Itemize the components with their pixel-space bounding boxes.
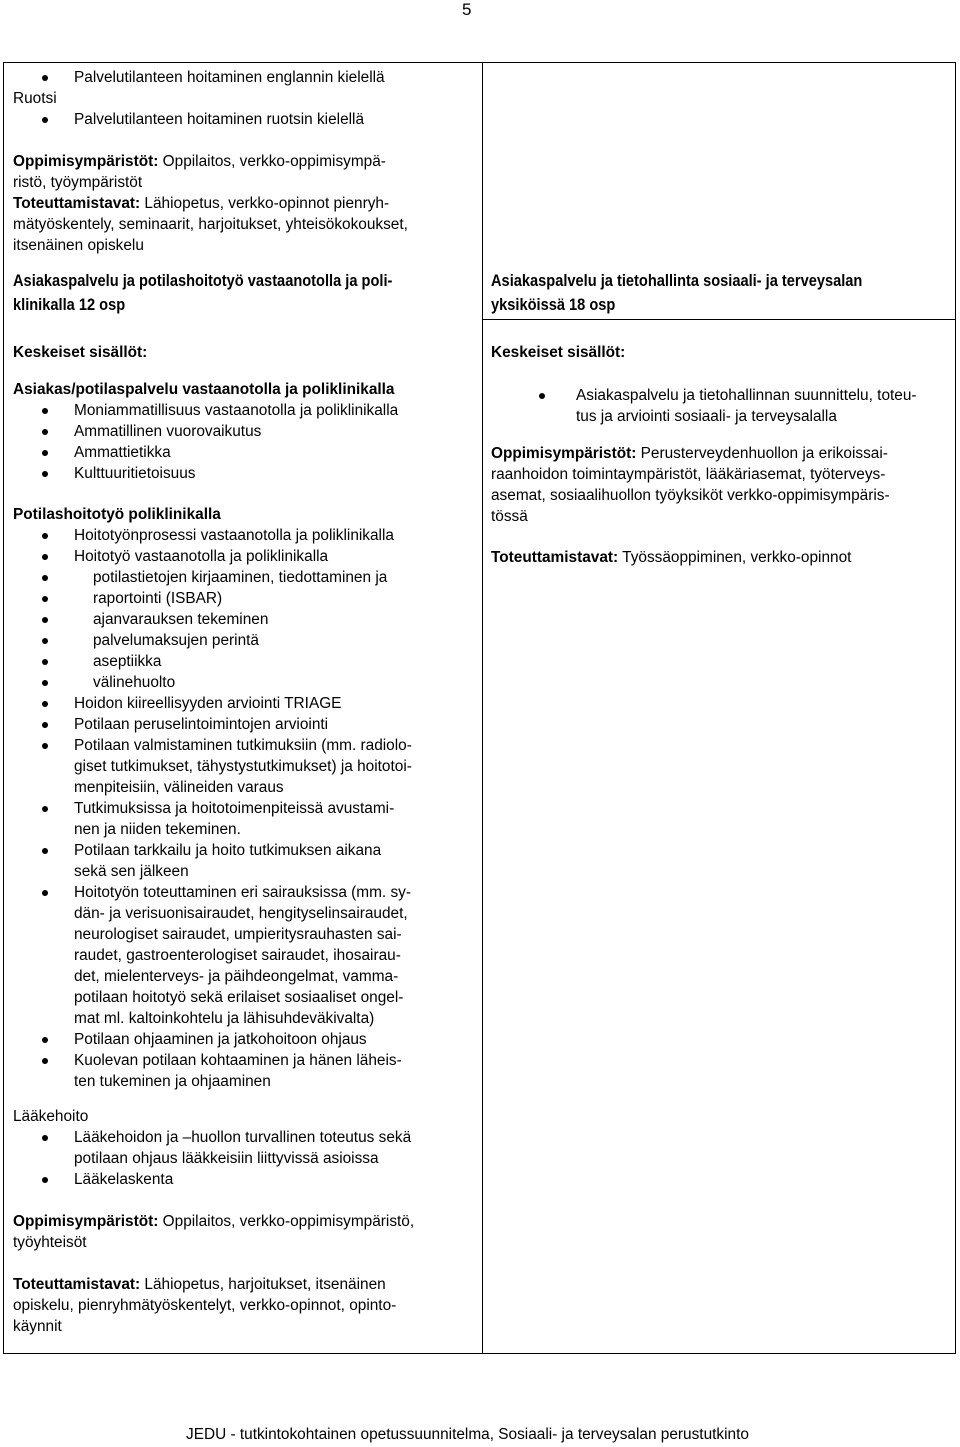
- bullet-icon: [42, 1135, 48, 1141]
- list-item: Moniammatillisuus vastaanotolla ja poliklinikalla: [4, 400, 479, 421]
- sub-list-item: ajanvarauksen tekeminen: [4, 609, 479, 630]
- curriculum-table: [3, 62, 956, 1354]
- left-section-1: [4, 379, 479, 484]
- bullet-icon: [42, 659, 48, 665]
- page-footer: JEDU - tutkintokohtainen opetussuunnitelma, Sosiaali- ja terveysalan perustutkinto: [186, 1426, 749, 1443]
- list-item: Ammatillinen vuorovaikutus: [4, 421, 479, 442]
- section-title: Lääkehoito: [13, 1108, 89, 1125]
- row-divider: [482, 319, 955, 320]
- bullet-icon: [42, 848, 48, 854]
- list-item: Kuolevan potilaan kohtaaminen ja hänen läheis- ten tukeminen ja ohjaaminen: [4, 1050, 479, 1092]
- right-key-content-label: Keskeiset sisällöt:: [491, 344, 626, 361]
- list-item: Potilaan ohjaaminen ja jatkohoitoon ohjaus: [4, 1029, 479, 1050]
- right-module-title: Asiakaspalvelu ja tietohallinta sosiaali- ja terveysalan yksiköissä 18 osp: [491, 271, 863, 314]
- list-item: Hoitotyönprosessi vastaanotolla ja poliklinikalla: [4, 525, 479, 546]
- right-environment: Oppimisympäristöt: Perusterveydenhuollon ja erikoissai- raanhoidon toimintaympäristöt, lääkäriasemat, työterveys- asemat, sosiaalihuollon työyksiköt verkko-oppimisympäris- tössä: [491, 445, 890, 525]
- list-item: Lääkelaskenta: [4, 1169, 479, 1190]
- bullet-icon: [42, 429, 48, 435]
- bullet-icon: [42, 617, 48, 623]
- section-title: Potilashoitotyö poliklinikalla: [13, 506, 221, 523]
- column-divider: [482, 63, 483, 1353]
- bullet-icon: [42, 575, 48, 581]
- sub-list-item: raportointi (ISBAR): [4, 588, 479, 609]
- bullet-icon: [42, 450, 48, 456]
- left-section-laakehoito: [4, 1106, 479, 1190]
- bullet-icon: [42, 743, 48, 749]
- list-item: Hoidon kiireellisyyden arviointi TRIAGE: [4, 693, 479, 714]
- left-environment-1: Oppimisympäristöt: Oppilaitos, verkko-oppimisympä- ristö, työympäristöt Toteuttamistavat: Lähiopetus, verkko-opinnot pienryh- mätyöskentely, seminaarit, harjoitukset, yhteisökokoukset, itsenäinen opiskelu: [13, 153, 408, 254]
- sub-list-item: aseptiikka: [4, 651, 479, 672]
- bullet-icon: [42, 638, 48, 644]
- left-key-content-label: Keskeiset sisällöt:: [13, 344, 148, 361]
- bullet-icon: [42, 554, 48, 560]
- bullet-icon: [42, 75, 48, 81]
- sub-list-item: palvelumaksujen perintä: [4, 630, 479, 651]
- sub-list-item: välinehuolto: [4, 672, 479, 693]
- bullet-icon: [42, 680, 48, 686]
- list-item: Potilaan peruselintoimintojen arviointi: [4, 714, 479, 735]
- bullet-icon: [42, 806, 48, 812]
- bullet-icon: [539, 393, 545, 399]
- section-title: Asiakas/potilaspalvelu vastaanotolla ja poliklinikalla: [13, 381, 395, 398]
- left-implementation-2: Toteuttamistavat: Lähiopetus, harjoitukset, itsenäinen opiskelu, pienryhmätyöskentelyt, verkko-opinnot, opinto- käynnit: [13, 1276, 397, 1335]
- right-implementation: Toteuttamistavat: Työssäoppiminen, verkko-opinnot: [491, 549, 852, 566]
- list-item: Palvelutilanteen hoitaminen ruotsin kielellä: [4, 109, 479, 130]
- ruotsi-heading: Ruotsi: [13, 90, 57, 107]
- bullet-icon: [42, 533, 48, 539]
- bullet-icon: [42, 117, 48, 123]
- bullet-icon: [42, 596, 48, 602]
- bullet-icon: [42, 890, 48, 896]
- page-number: 5: [462, 0, 472, 19]
- left-environment-2: Oppimisympäristöt: Oppilaitos, verkko-oppimisympäristö, työyhteisöt: [13, 1213, 415, 1251]
- list-item: Potilaan tarkkailu ja hoito tutkimuksen aikana sekä sen jälkeen: [4, 840, 479, 882]
- list-item: Potilaan valmistaminen tutkimuksiin (mm. radiolo- giset tutkimukset, tähystystutkimukset) ja hoitotoi- menpiteisiin, välineiden varaus: [4, 735, 479, 798]
- left-module-title: Asiakaspalvelu ja potilashoitotyö vastaanotolla ja poli- klinikalla 12 osp: [13, 271, 393, 314]
- bullet-icon: [42, 1037, 48, 1043]
- bullet-icon: [42, 1177, 48, 1183]
- list-item: Kulttuuritietoisuus: [4, 463, 479, 484]
- bullet-icon: [42, 722, 48, 728]
- list-item: Hoitotyön toteuttaminen eri sairauksissa (mm. sy- dän- ja verisuonisairaudet, hengityselinsairaudet, neurologiset sairaudet, umpieritysrauhasten sai- raudet, gastroenterologiset sairaudet, ihosairau- det, mielenterveys- ja päihdeongelmat, vamma- potilaan hoitotyö sekä erilaiset sosiaaliset ongel- mat ml. kaltoinkohtelu ja lähisuhdeväkivalta): [4, 882, 479, 1029]
- list-item: Tutkimuksissa ja hoitotoimenpiteissä avustami- nen ja niiden tekeminen.: [4, 798, 479, 840]
- list-item: Lääkehoidon ja –huollon turvallinen toteutus sekä potilaan ohjaus lääkkeisiin liittyvissä asioissa: [4, 1127, 479, 1169]
- bullet-icon: [42, 408, 48, 414]
- right-content-list: [484, 385, 954, 427]
- left-section-2: [4, 504, 479, 1092]
- bullet-icon: [42, 471, 48, 477]
- left-intro: [4, 67, 479, 130]
- list-item: Hoitotyö vastaanotolla ja poliklinikalla: [4, 546, 479, 567]
- list-item: Ammattietikka: [4, 442, 479, 463]
- bullet-icon: [42, 701, 48, 707]
- list-item: Asiakaspalvelu ja tietohallinnan suunnittelu, toteu- tus ja arviointi sosiaali- ja terveysalalla: [484, 385, 954, 427]
- list-item: Palvelutilanteen hoitaminen englannin kielellä: [4, 67, 479, 88]
- bullet-icon: [42, 1058, 48, 1064]
- sub-list-item: potilastietojen kirjaaminen, tiedottaminen ja: [4, 567, 479, 588]
